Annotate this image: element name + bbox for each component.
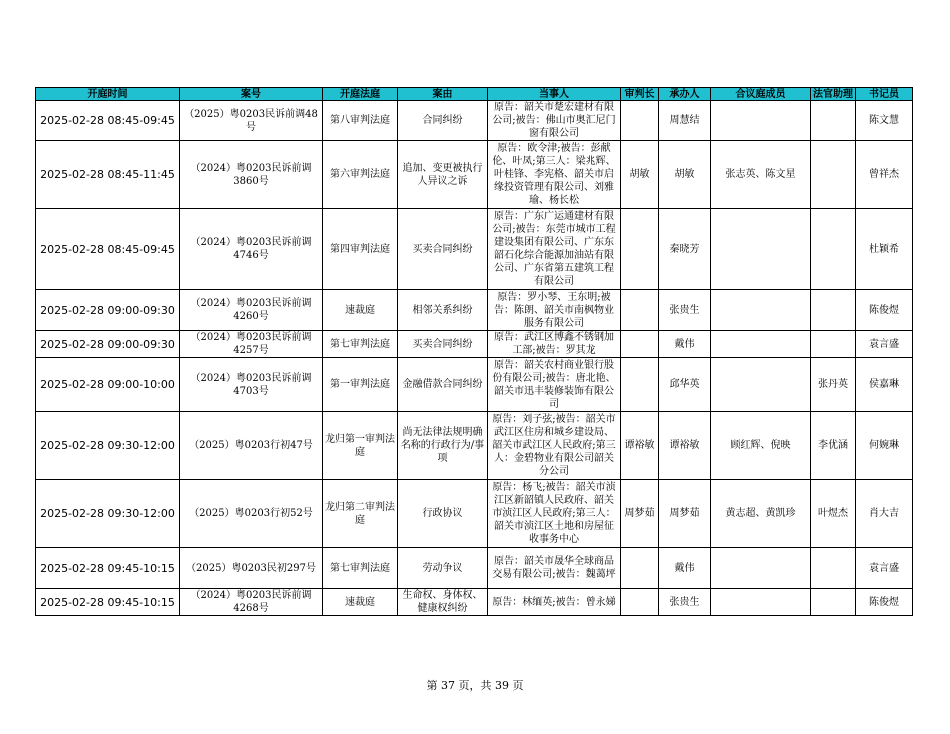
table-row — [36, 412, 913, 480]
cell-case-no: （2024）粤0203民诉前调4268号 — [180, 589, 323, 616]
cell-time: 2025-02-28 08:45-09:45 — [36, 209, 180, 290]
cell-handler: 胡敏 — [659, 141, 711, 209]
cell-handler: 戴伟 — [659, 331, 711, 358]
cell-cause: 行政协议 — [398, 480, 488, 548]
cell-case-no: （2024）粤0203民诉前调3860号 — [180, 141, 323, 209]
cell-case-no: （2025）粤0203民诉前调48号 — [180, 101, 323, 141]
table-row — [36, 358, 913, 412]
cell-judge — [621, 548, 659, 589]
cell-handler: 戴伟 — [659, 548, 711, 589]
cell-court: 第八审判法庭 — [323, 101, 398, 141]
schedule-table — [35, 87, 913, 616]
cell-assistant: 叶煜杰 — [811, 480, 856, 548]
cell-panel — [711, 358, 811, 412]
cell-case-no: （2024）粤0203民诉前调4703号 — [180, 358, 323, 412]
cell-time: 2025-02-28 09:00-10:00 — [36, 358, 180, 412]
page-number: 第 37 页，共 39 页 — [426, 679, 524, 692]
cell-assistant — [811, 589, 856, 616]
cell-case-no: （2025）粤0203民初297号 — [180, 548, 323, 589]
header-handler: 承办人 — [659, 88, 711, 101]
cell-judge — [621, 589, 659, 616]
cell-panel: 张志英、陈文星 — [711, 141, 811, 209]
table-row — [36, 209, 913, 290]
cell-judge — [621, 331, 659, 358]
cell-parties: 原告：韶关农村商业银行股份有限公司;被告：唐北艳、韶关市迅丰装修装饰有限公司 — [488, 358, 621, 412]
cell-court: 速裁庭 — [323, 589, 398, 616]
cell-assistant — [811, 101, 856, 141]
cell-clerk: 何婉琳 — [856, 412, 913, 480]
header-time: 开庭时间 — [36, 88, 180, 101]
header-case-no: 案号 — [180, 88, 323, 101]
cell-handler: 张贵生 — [659, 589, 711, 616]
cell-time: 2025-02-28 09:00-09:30 — [36, 290, 180, 331]
cell-assistant — [811, 209, 856, 290]
cell-parties: 原告：欧令津;被告：彭献伦、叶凤;第三人：梁兆辉、叶桂锋、李宪格、韶关市启缘投资管理有限公司、刘雅瑜、杨长松 — [488, 141, 621, 209]
cell-court: 龙归第一审判法庭 — [323, 412, 398, 480]
table-row — [36, 331, 913, 358]
cell-court: 第四审判法庭 — [323, 209, 398, 290]
cell-time: 2025-02-28 09:00-09:30 — [36, 331, 180, 358]
cell-assistant: 张丹英 — [811, 358, 856, 412]
cell-cause: 追加、变更被执行人异议之诉 — [398, 141, 488, 209]
cell-case-no: （2024）粤0203民诉前调4260号 — [180, 290, 323, 331]
cell-case-no: （2024）粤0203民诉前调4257号 — [180, 331, 323, 358]
cell-clerk: 陈文慧 — [856, 101, 913, 141]
header-judge: 审判长 — [621, 88, 659, 101]
cell-cause: 劳动争议 — [398, 548, 488, 589]
cell-clerk: 陈俊煜 — [856, 290, 913, 331]
table-row — [36, 548, 913, 589]
cell-judge — [621, 209, 659, 290]
cell-handler: 邱华英 — [659, 358, 711, 412]
cell-judge — [621, 101, 659, 141]
cell-cause: 尚无法律法规明确名称的行政行为/事项 — [398, 412, 488, 480]
cell-parties: 原告：韶关市楚宏建材有限公司;被告：佛山市奥汇尼门窗有限公司 — [488, 101, 621, 141]
cell-panel — [711, 589, 811, 616]
cell-assistant: 李优涵 — [811, 412, 856, 480]
cell-judge: 周梦茹 — [621, 480, 659, 548]
table-row — [36, 141, 913, 209]
cell-judge — [621, 358, 659, 412]
table-row — [36, 290, 913, 331]
cell-cause: 相邻关系纠纷 — [398, 290, 488, 331]
cell-judge: 胡敏 — [621, 141, 659, 209]
cell-case-no: （2025）粤0203行初47号 — [180, 412, 323, 480]
cell-cause: 合同纠纷 — [398, 101, 488, 141]
cell-panel — [711, 290, 811, 331]
cell-handler: 周慧结 — [659, 101, 711, 141]
cell-time: 2025-02-28 09:45-10:15 — [36, 589, 180, 616]
header-assistant: 法官助理 — [811, 88, 856, 101]
cell-assistant — [811, 548, 856, 589]
cell-handler: 张贵生 — [659, 290, 711, 331]
cell-court: 第七审判法庭 — [323, 548, 398, 589]
cell-clerk: 袁言盛 — [856, 548, 913, 589]
cell-court: 第六审判法庭 — [323, 141, 398, 209]
cell-clerk: 肖大吉 — [856, 480, 913, 548]
table-row — [36, 480, 913, 548]
cell-clerk: 袁言盛 — [856, 331, 913, 358]
header-panel: 合议庭成员 — [711, 88, 811, 101]
cell-court: 速裁庭 — [323, 290, 398, 331]
cell-assistant — [811, 331, 856, 358]
cell-panel: 黄志超、黄凯珍 — [711, 480, 811, 548]
table-row — [36, 589, 913, 616]
cell-handler: 周梦茹 — [659, 480, 711, 548]
cell-time: 2025-02-28 09:30-12:00 — [36, 480, 180, 548]
cell-parties: 原告：林缅英;被告：曾永娣 — [488, 589, 621, 616]
cell-clerk: 曾祥杰 — [856, 141, 913, 209]
header-clerk: 书记员 — [856, 88, 913, 101]
cell-panel — [711, 101, 811, 141]
cell-cause: 买卖合同纠纷 — [398, 209, 488, 290]
cell-cause: 生命权、身体权、健康权纠纷 — [398, 589, 488, 616]
cell-court: 第一审判法庭 — [323, 358, 398, 412]
cell-handler: 谭裕敏 — [659, 412, 711, 480]
header-parties: 当事人 — [488, 88, 621, 101]
cell-time: 2025-02-28 09:45-10:15 — [36, 548, 180, 589]
cell-clerk: 陈俊煜 — [856, 589, 913, 616]
cell-judge: 谭裕敏 — [621, 412, 659, 480]
header-cause: 案由 — [398, 88, 488, 101]
cell-panel — [711, 209, 811, 290]
table-row — [36, 101, 913, 141]
cell-clerk: 侯嘉琳 — [856, 358, 913, 412]
header-court: 开庭法庭 — [323, 88, 398, 101]
cell-parties: 原告：广东广运通建材有限公司;被告：东莞市城市工程建设集团有限公司、广东东韶石化综合能源加油站有限公司、广东省第五建筑工程有限公司 — [488, 209, 621, 290]
cell-parties: 原告：罗小琴、王东明;被告：陈朗、韶关市南枫物业服务有限公司 — [488, 290, 621, 331]
cell-judge — [621, 290, 659, 331]
cell-case-no: （2025）粤0203行初52号 — [180, 480, 323, 548]
cell-court: 第七审判法庭 — [323, 331, 398, 358]
cell-panel — [711, 331, 811, 358]
cell-court: 龙归第二审判法庭 — [323, 480, 398, 548]
cell-assistant — [811, 141, 856, 209]
cell-parties: 原告：杨飞;被告：韶关市浈江区新韶镇人民政府、韶关市浈江区人民政府;第三人：韶关市浈江区土地和房屋征收事务中心 — [488, 480, 621, 548]
cell-handler: 秦晓芳 — [659, 209, 711, 290]
cell-cause: 金融借款合同纠纷 — [398, 358, 488, 412]
cell-time: 2025-02-28 08:45-09:45 — [36, 101, 180, 141]
cell-cause: 买卖合同纠纷 — [398, 331, 488, 358]
cell-case-no: （2024）粤0203民诉前调4746号 — [180, 209, 323, 290]
cell-time: 2025-02-28 08:45-11:45 — [36, 141, 180, 209]
cell-time: 2025-02-28 09:30-12:00 — [36, 412, 180, 480]
header-row — [36, 88, 913, 101]
cell-clerk: 杜颖希 — [856, 209, 913, 290]
cell-parties: 原告：刘子弦;被告：韶关市武江区住房和城乡建设局、韶关市武江区人民政府;第三人：金碧物业有限公司韶关分公司 — [488, 412, 621, 480]
cell-panel: 顾红辉、倪映 — [711, 412, 811, 480]
cell-panel — [711, 548, 811, 589]
cell-assistant — [811, 290, 856, 331]
cell-parties: 原告：武江区博鑫不锈钢加工部;被告：罗其龙 — [488, 331, 621, 358]
cell-parties: 原告：韶关市晟华全球商品交易有限公司;被告：魏蔼坪 — [488, 548, 621, 589]
